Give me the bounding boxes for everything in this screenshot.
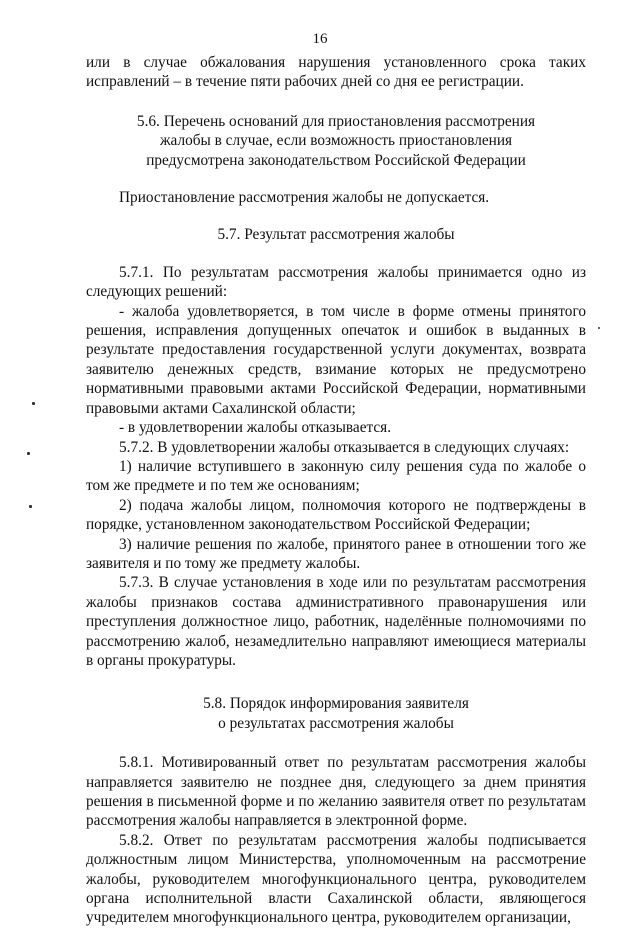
section-heading-5-7: 5.7. Результат рассмотрения жалобы	[217, 226, 455, 244]
scan-speck	[29, 505, 32, 508]
section-heading-5-8	[86, 694, 586, 733]
scan-speck	[27, 452, 30, 455]
list-item-5-7-2-1: 1) наличие вступившего в законную силу решения суда по жалобе о том же предмете и по тем же основаниям;	[86, 457, 586, 495]
section-heading-5-6: 5.6. Перечень оснований для приостановления рассмотрения жалобы в случае, если возможность приостановления предусмотрена законодательством Российской Федерации	[136, 112, 536, 169]
scan-speck	[32, 402, 35, 405]
paragraph-5-8-2: 5.8.2. Ответ по результатам рассмотрения жалобы подписывается должностным лицом Министерства, уполномоченным на рассмотрение жалобы, руководителем многофункционального центра, руководителем органа исполнительной власти Сахалинской области, являющегося учредителем многофункционального центра, руководителем организации,	[86, 831, 586, 927]
paragraph-5-7-1: 5.7.1. По результатам рассмотрения жалобы принимается одно из следующих решений:	[86, 263, 586, 301]
document-body	[86, 53, 586, 928]
list-item-5-7-2-3: 3) наличие решения по жалобе, принятого ранее в отношении того же заявителя и по тому же предмету жалобы.	[86, 535, 586, 572]
list-item-5-7-2-2: 2) подача жалобы лицом, полномочия которого не подтверждены в порядке, установленном законодательством Российской Федерации;	[86, 496, 586, 534]
paragraph-5-7-1-b: - в удовлетворении жалобы отказывается.	[119, 419, 392, 437]
page-number: 16	[312, 31, 328, 47]
section-heading-5-8-line1: 5.8. Порядок информирования заявителя	[203, 695, 469, 713]
paragraph-5-7-2: 5.7.2. В удовлетворении жалобы отказывается в следующих случаях:	[119, 438, 570, 456]
paragraph-5-7-3: 5.7.3. В случае установления в ходе или по результатам рассмотрения жалобы признаков состава административного правонарушения или преступления должностное лицо, работник, наделённые полномочиями по рассмотрению жалоб, незамедлительно направляют имеющиеся материалы в органы прокуратуры.	[86, 574, 586, 669]
continued-paragraph: или в случае обжалования нарушения установленного срока таких исправлений – в течение пяти рабочих дней со дня ее регистрации.	[86, 54, 586, 91]
paragraph-5-8-1: 5.8.1. Мотивированный ответ по результатам рассмотрения жалобы направляется заявителю не позднее дня, следующего за днем принятия решения в письменной форме и по желанию заявителя ответ по результатам рассмотрения жалобы направляется в электронной форме.	[86, 754, 586, 830]
paragraph-5-6: Приостановление рассмотрения жалобы не допускается.	[119, 189, 490, 207]
section-heading-5-8-line2: о результатах рассмотрения жалобы	[218, 714, 454, 732]
scan-speck	[598, 327, 600, 329]
paragraph-5-7-1-a: - жалоба удовлетворяется, в том числе в форме отмены принятого решения, исправления допущенных опечаток и ошибок в выданных в результате предоставления государственной услуги документах, возврата заявителю денежных средств, взимание которых не предусмотрено нормативными правовыми актами Российской Федерации, нормативными правовыми актами Сахалинской области;	[86, 302, 586, 417]
